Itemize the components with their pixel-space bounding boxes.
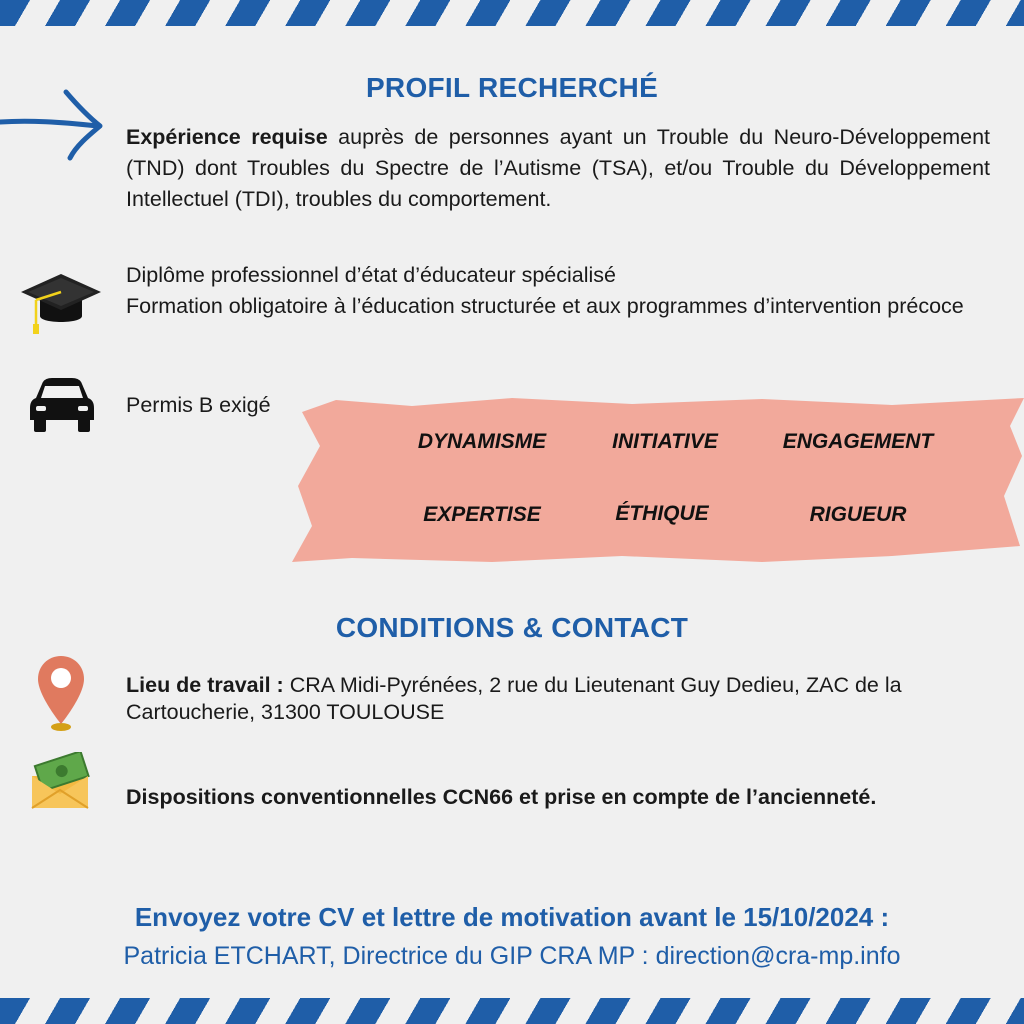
keyword-rigueur: RIGUEUR xyxy=(809,503,907,526)
graduation-cap-icon xyxy=(20,272,102,336)
lieu-travail xyxy=(126,672,990,726)
section-title-conditions: CONDITIONS & CONTACT xyxy=(335,612,689,643)
permis-text: Permis B exigé xyxy=(126,393,271,417)
keyword-expertise: EXPERTISE xyxy=(423,503,541,526)
keyword-initiative: INITIATIVE xyxy=(612,430,718,453)
lieu-label: Lieu de travail : xyxy=(126,673,284,697)
experience-paragraph xyxy=(126,122,990,215)
experience-label: Expérience requise xyxy=(126,125,328,149)
keyword-ethique: ÉTHIQUE xyxy=(615,502,709,525)
diplome-block xyxy=(126,260,990,322)
top-stripe-border xyxy=(0,0,1024,26)
money-envelope-icon xyxy=(30,752,92,810)
cta-deadline: Envoyez votre CV et lettre de motivation avant le 15/10/2024 : xyxy=(134,902,890,932)
location-pin-icon xyxy=(36,654,86,734)
arrow-icon xyxy=(0,88,106,162)
section-title-profil: PROFIL RECHERCHÉ xyxy=(365,72,659,103)
contact-line: Patricia ETCHART, Directrice du GIP CRA MP : direction@cra-mp.info xyxy=(123,942,901,970)
diplome-line: Diplôme professionnel d’état d’éducateur spécialisé xyxy=(126,263,617,287)
keyword-dynamisme: DYNAMISME xyxy=(417,430,547,453)
lieu-address: CRA Midi-Pyrénées, 2 rue du Lieutenant Guy Dedieu, ZAC de la Cartoucherie, 31300 TOULOUSE xyxy=(126,673,902,724)
keyword-engagement: ENGAGEMENT xyxy=(782,430,934,453)
experience-text: auprès de personnes ayant un Trouble du Neuro-Développement (TND) dont Troubles du Spectre de l’Autisme (TSA), et/ou Trouble du Développement Intellectuel (TDI), troubles du comportement. xyxy=(126,125,990,211)
formation-line: Formation obligatoire à l’éducation structurée et aux programmes d’intervention précoce xyxy=(126,294,964,318)
dispositions-text: Dispositions conventionnelles CCN66 et prise en compte de l’ancienneté. xyxy=(126,785,877,809)
car-icon xyxy=(28,376,96,434)
tape-banner xyxy=(292,396,1024,564)
bottom-stripe-border xyxy=(0,998,1024,1024)
